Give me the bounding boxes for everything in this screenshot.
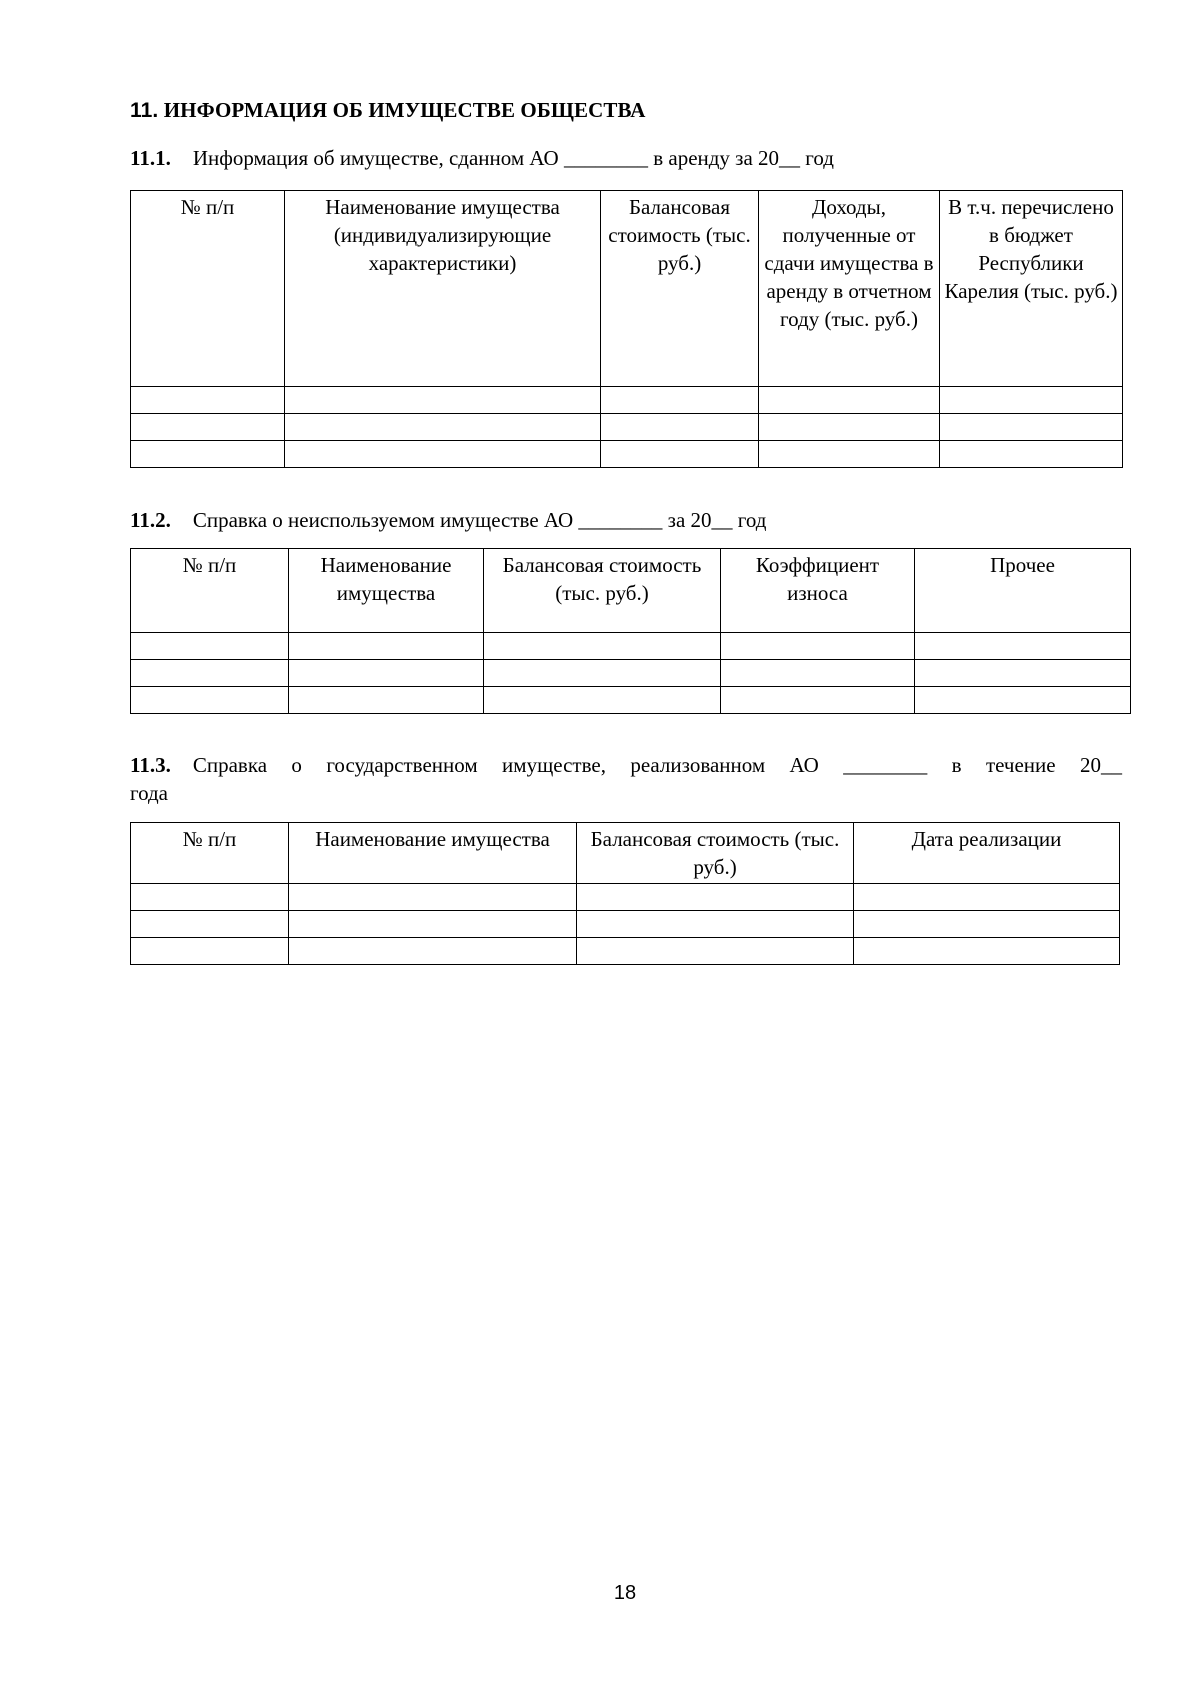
table-cell[interactable] xyxy=(577,911,854,938)
table-cell[interactable] xyxy=(940,441,1123,468)
table-cell[interactable] xyxy=(289,911,577,938)
table-cell[interactable] xyxy=(759,414,940,441)
table-row xyxy=(131,633,1131,660)
table-cell[interactable] xyxy=(601,414,759,441)
table-cell[interactable] xyxy=(131,660,289,687)
table-cell[interactable] xyxy=(285,441,601,468)
table-cell[interactable] xyxy=(289,884,577,911)
table-cell[interactable] xyxy=(721,660,915,687)
table-row xyxy=(131,911,1120,938)
table-cell[interactable] xyxy=(577,884,854,911)
section-heading xyxy=(130,98,646,123)
table-cell[interactable] xyxy=(289,660,484,687)
table-cell[interactable] xyxy=(131,633,289,660)
section-number: 11. xyxy=(130,99,159,122)
section-title: ИНФОРМАЦИЯ ОБ ИМУЩЕСТВЕ ОБЩЕСТВА xyxy=(163,98,646,122)
table-cell[interactable] xyxy=(289,687,484,714)
column-header: Доходы, полученные от сдачи имущества в аренду в отчетном году (тыс. руб.) xyxy=(759,191,940,387)
subsection-text-continued: года xyxy=(130,781,168,805)
table-cell[interactable] xyxy=(601,441,759,468)
column-header: Прочее xyxy=(915,549,1131,633)
table-row xyxy=(131,387,1123,414)
column-header: Наименование имущества xyxy=(289,549,484,633)
table-cell[interactable] xyxy=(131,911,289,938)
column-header: Балансовая стоимость (тыс. руб.) xyxy=(601,191,759,387)
page-number: 18 xyxy=(613,1582,637,1604)
table-row xyxy=(131,414,1123,441)
subsection-11-2-heading xyxy=(130,506,766,534)
table-cell[interactable] xyxy=(289,938,577,965)
table-row xyxy=(131,660,1131,687)
table-cell[interactable] xyxy=(915,633,1131,660)
table-cell[interactable] xyxy=(759,441,940,468)
table-cell[interactable] xyxy=(131,687,289,714)
table-cell[interactable] xyxy=(854,911,1120,938)
table-cell[interactable] xyxy=(484,633,721,660)
table-cell[interactable] xyxy=(131,414,285,441)
table-row xyxy=(131,441,1123,468)
table-cell[interactable] xyxy=(721,687,915,714)
subsection-text: Информация об имуществе, сданном АО ________ в аренду за 20__ год xyxy=(192,146,834,170)
subsection-number: 11.1. xyxy=(130,146,171,170)
table-unused-property xyxy=(130,548,1131,714)
table-cell[interactable] xyxy=(577,938,854,965)
subsection-number: 11.2. xyxy=(130,508,171,532)
column-header: № п/п xyxy=(131,191,285,387)
column-header: Наименование имущества xyxy=(289,823,577,884)
table-cell[interactable] xyxy=(131,441,285,468)
table-cell[interactable] xyxy=(940,387,1123,414)
table-cell[interactable] xyxy=(854,884,1120,911)
table-rented-property xyxy=(130,190,1123,468)
table-cell[interactable] xyxy=(940,414,1123,441)
subsection-number: 11.3. xyxy=(130,753,171,777)
table-cell[interactable] xyxy=(721,633,915,660)
table-cell[interactable] xyxy=(131,387,285,414)
column-header: Дата реализации xyxy=(854,823,1120,884)
table-cell[interactable] xyxy=(484,687,721,714)
column-header: Коэффициент износа xyxy=(721,549,915,633)
table-cell[interactable] xyxy=(131,938,289,965)
subsection-11-1-heading xyxy=(130,144,834,172)
table-cell[interactable] xyxy=(601,387,759,414)
table-cell[interactable] xyxy=(289,633,484,660)
table-sold-property xyxy=(130,822,1120,965)
table-cell[interactable] xyxy=(915,687,1131,714)
table-cell[interactable] xyxy=(854,938,1120,965)
subsection-11-3-heading xyxy=(130,751,1122,807)
column-header: Балансовая стоимость (тыс. руб.) xyxy=(484,549,721,633)
table-row xyxy=(131,884,1120,911)
column-header: В т.ч. перечислено в бюджет Республики Карелия (тыс. руб.) xyxy=(940,191,1123,387)
table-cell[interactable] xyxy=(131,884,289,911)
column-header: № п/п xyxy=(131,823,289,884)
table-cell[interactable] xyxy=(285,387,601,414)
table-cell[interactable] xyxy=(285,414,601,441)
column-header: Наименование имущества (индивидуализирующие характеристики) xyxy=(285,191,601,387)
table-cell[interactable] xyxy=(759,387,940,414)
table-row xyxy=(131,938,1120,965)
table-row xyxy=(131,687,1131,714)
table-cell[interactable] xyxy=(915,660,1131,687)
column-header: Балансовая стоимость (тыс. руб.) xyxy=(577,823,854,884)
table-cell[interactable] xyxy=(484,660,721,687)
subsection-text: Справка о неиспользуемом имуществе АО ________ за 20__ год xyxy=(192,508,767,532)
subsection-text: Справка о государственном имуществе, реализованном АО ________ в течение 20__ xyxy=(192,753,1122,777)
column-header: № п/п xyxy=(131,549,289,633)
